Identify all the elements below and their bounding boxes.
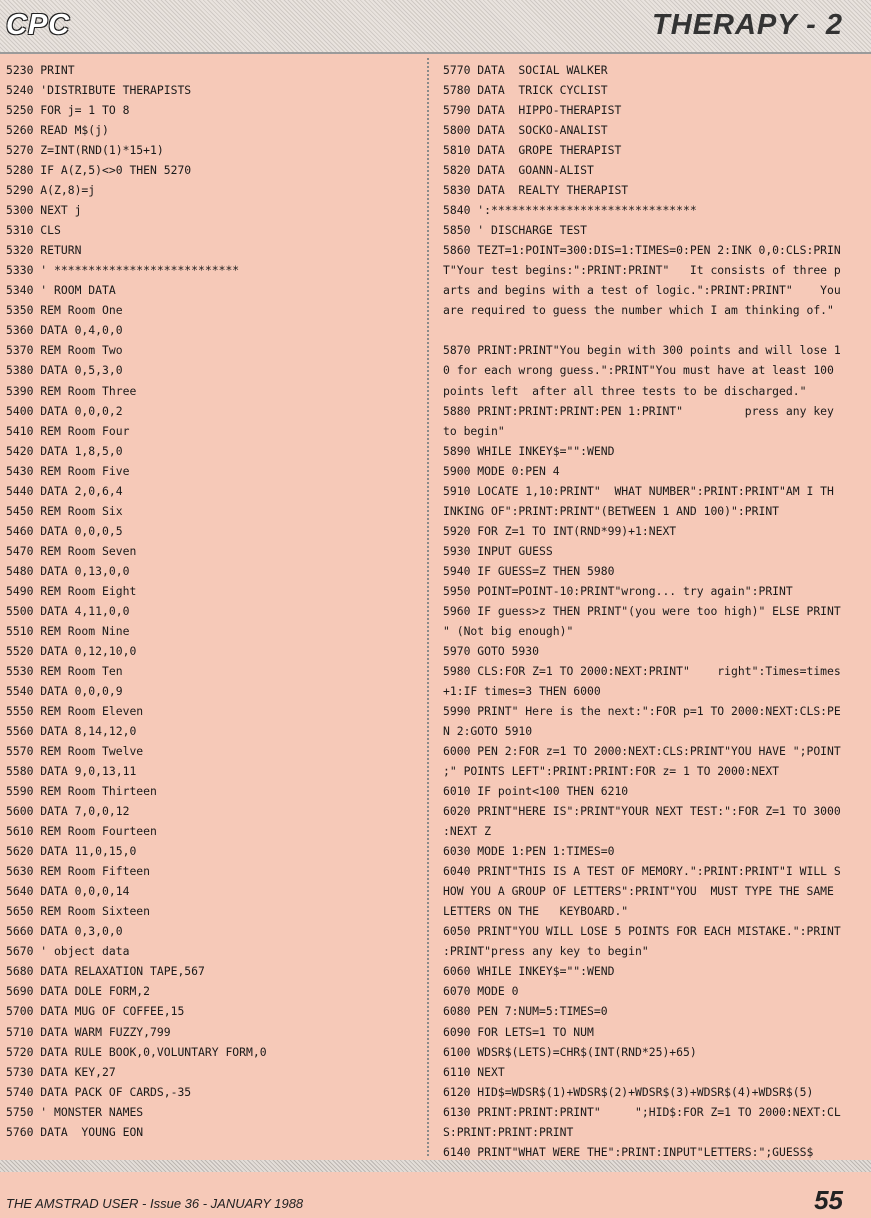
- code-line: 5720 DATA RULE BOOK,0,VOLUNTARY FORM,0: [6, 1044, 267, 1059]
- code-line: 5570 REM Room Twelve: [6, 744, 144, 759]
- code-line: 6090 FOR LETS=1 TO NUM: [443, 1024, 594, 1039]
- code-line: points left after all three tests to be discharged.": [443, 383, 807, 398]
- code-line: 6060 WHILE INKEY$="":WEND: [443, 964, 615, 979]
- code-line: 5700 DATA MUG OF COFFEE,15: [6, 1004, 185, 1019]
- code-line: 5340 ' ROOM DATA: [6, 283, 116, 298]
- code-line: T"Your test begins:":PRINT:PRINT" It consists of three p: [443, 263, 841, 278]
- code-line: 5430 REM Room Five: [6, 463, 130, 478]
- code-line: N 2:GOTO 5910: [443, 724, 533, 739]
- code-line: :PRINT"press any key to begin": [443, 944, 649, 959]
- code-line: 5440 DATA 2,0,6,4: [6, 483, 123, 498]
- code-line: 5690 DATA DOLE FORM,2: [6, 984, 151, 999]
- code-line: 5500 DATA 4,11,0,0: [6, 603, 130, 618]
- code-line: 5550 REM Room Eleven: [6, 704, 144, 718]
- code-line: are required to guess the number which I am thinking of.": [443, 303, 834, 318]
- code-line: 5640 DATA 0,0,0,14: [6, 884, 130, 899]
- code-line: 5930 INPUT GUESS: [443, 543, 553, 558]
- code-line: 5610 REM Room Fourteen: [6, 824, 157, 839]
- code-line: 5890 WHILE INKEY$="":WEND: [443, 443, 615, 458]
- code-line: 6040 PRINT"THIS IS A TEST OF MEMORY.":PRINT:PRINT"I WILL S: [443, 864, 841, 879]
- code-line: 6110 NEXT: [443, 1064, 505, 1079]
- code-line: 6030 MODE 1:PEN 1:TIMES=0: [443, 844, 615, 859]
- code-line: 6080 PEN 7:NUM=5:TIMES=0: [443, 1004, 608, 1019]
- code-line: 5490 REM Room Eight: [6, 583, 137, 598]
- page-number: 55: [814, 1185, 843, 1215]
- code-line: 6130 PRINT:PRINT:PRINT" ";HID$:FOR Z=1 TO 2000:NEXT:CL: [443, 1104, 841, 1119]
- publication-info: THE AMSTRAD USER - Issue 36 - JANUARY 1988: [6, 1196, 304, 1211]
- code-line: 5840 ':******************************: [443, 203, 697, 218]
- code-line: 5950 POINT=POINT-10:PRINT"wrong... try again":PRINT: [443, 583, 793, 598]
- code-line: HOW YOU A GROUP OF LETTERS":PRINT"YOU MUST TYPE THE SAME: [443, 884, 834, 899]
- code-line: 5940 IF GUESS=Z THEN 5980: [443, 563, 615, 578]
- code-line: 5400 DATA 0,0,0,2: [6, 403, 123, 418]
- code-line: 5780 DATA TRICK CYCLIST: [443, 83, 608, 98]
- code-line: 5880 PRINT:PRINT:PRINT:PEN 1:PRINT" press any key: [443, 403, 834, 418]
- code-line: 5270 Z=INT(RND(1)*15+1): [6, 143, 164, 158]
- code-line: 5620 DATA 11,0,15,0: [6, 844, 137, 859]
- code-line: 5360 DATA 0,4,0,0: [6, 323, 123, 338]
- code-line: 5850 ' DISCHARGE TEST: [443, 223, 588, 238]
- code-line: 5580 DATA 9,0,13,11: [6, 764, 137, 779]
- column-divider: [427, 58, 429, 1158]
- code-line: 5370 REM Room Two: [6, 343, 123, 358]
- code-line: 5450 REM Room Six: [6, 503, 123, 518]
- code-line: 5760 DATA YOUNG EON: [6, 1124, 144, 1139]
- code-line: 6050 PRINT"YOU WILL LOSE 5 POINTS FOR EACH MISTAKE.":PRINT: [443, 924, 841, 939]
- code-line: 5540 DATA 0,0,0,9: [6, 683, 123, 698]
- code-line: 5330 ' ***************************: [6, 263, 240, 278]
- code-line: 5820 DATA GOANN-ALIST: [443, 163, 594, 178]
- code-line: 5740 DATA PACK OF CARDS,-35: [6, 1084, 192, 1099]
- article-title: THERAPY - 2: [652, 9, 843, 41]
- code-line: 5590 REM Room Thirteen: [6, 784, 157, 799]
- footer-divider: [0, 1160, 871, 1172]
- code-line: 6100 WDSR$(LETS)=CHR$(INT(RND*25)+65): [443, 1044, 697, 1059]
- code-line: 5300 NEXT j: [6, 203, 82, 218]
- code-line: 5910 LOCATE 1,10:PRINT" WHAT NUMBER":PRINT:PRINT"AM I TH: [443, 483, 834, 498]
- code-line: 5510 REM Room Nine: [6, 623, 130, 638]
- code-line: 5240 'DISTRIBUTE THERAPISTS: [6, 83, 192, 98]
- code-line: 5250 FOR j= 1 TO 8: [6, 103, 130, 118]
- code-line: to begin": [443, 423, 505, 438]
- code-line: 5260 READ M$(j): [6, 123, 109, 138]
- code-listing-right-column: [443, 60, 863, 1162]
- code-line: 5390 REM Room Three: [6, 383, 137, 398]
- code-line: 5860 TEZT=1:POINT=300:DIS=1:TIMES=0:PEN 2:INK 0,0:CLS:PRIN: [443, 243, 841, 258]
- code-line: 5770 DATA SOCIAL WALKER: [443, 63, 608, 77]
- code-line: +1:IF times=3 THEN 6000: [443, 683, 601, 698]
- code-line: 5660 DATA 0,3,0,0: [6, 924, 123, 939]
- code-line: S:PRINT:PRINT:PRINT: [443, 1124, 574, 1139]
- code-line: 5480 DATA 0,13,0,0: [6, 563, 130, 578]
- code-line: 6000 PEN 2:FOR z=1 TO 2000:NEXT:CLS:PRINT"YOU HAVE ";POINT: [443, 744, 841, 759]
- code-line: 6120 HID$=WDSR$(1)+WDSR$(2)+WDSR$(3)+WDSR$(4)+WDSR$(5): [443, 1084, 814, 1099]
- code-line: 5380 DATA 0,5,3,0: [6, 363, 123, 378]
- code-line: 5230 PRINT: [6, 63, 75, 77]
- code-line: 5680 DATA RELAXATION TAPE,567: [6, 964, 205, 979]
- code-line: 5290 A(Z,8)=j: [6, 183, 96, 198]
- code-line: 5530 REM Room Ten: [6, 663, 123, 678]
- section-label: CPC: [6, 9, 71, 41]
- code-line: 5350 REM Room One: [6, 303, 123, 318]
- code-line: 5650 REM Room Sixteen: [6, 904, 151, 919]
- code-line: 5470 REM Room Seven: [6, 543, 137, 558]
- code-line: 5710 DATA WARM FUZZY,799: [6, 1024, 171, 1039]
- code-line: " (Not big enough)": [443, 623, 574, 638]
- code-line: arts and begins with a test of logic.":PRINT:PRINT" You: [443, 283, 841, 298]
- code-line: 5900 MODE 0:PEN 4: [443, 463, 560, 478]
- code-line: :NEXT Z: [443, 824, 492, 839]
- code-line: 6140 PRINT"WHAT WERE THE":PRINT:INPUT"LETTERS:";GUESS$: [443, 1144, 814, 1159]
- code-line: 5970 GOTO 5930: [443, 643, 540, 658]
- code-line: [443, 320, 863, 340]
- code-line: 5630 REM Room Fifteen: [6, 864, 151, 879]
- code-line: 5600 DATA 7,0,0,12: [6, 804, 130, 819]
- code-line: 5870 PRINT:PRINT"You begin with 300 points and will lose 1: [443, 343, 841, 358]
- code-line: 6020 PRINT"HERE IS":PRINT"YOUR NEXT TEST:":FOR Z=1 TO 3000: [443, 804, 841, 819]
- code-line: ;" POINTS LEFT":PRINT:PRINT:FOR z= 1 TO 2000:NEXT: [443, 764, 780, 779]
- code-line: 5830 DATA REALTY THERAPIST: [443, 183, 629, 198]
- code-line: 5920 FOR Z=1 TO INT(RND*99)+1:NEXT: [443, 523, 677, 538]
- code-line: 5410 REM Room Four: [6, 423, 130, 438]
- code-line: 5750 ' MONSTER NAMES: [6, 1104, 144, 1119]
- code-line: 5800 DATA SOCKO-ANALIST: [443, 123, 608, 138]
- code-line: 6010 IF point<100 THEN 6210: [443, 784, 629, 799]
- code-line: 0 for each wrong guess.":PRINT"You must have at least 100: [443, 363, 834, 378]
- code-line: 5670 ' object data: [6, 944, 130, 959]
- code-line: 5420 DATA 1,8,5,0: [6, 443, 123, 458]
- code-listing-left-column: [6, 60, 406, 1142]
- code-line: 5560 DATA 8,14,12,0: [6, 724, 137, 739]
- code-line: 5810 DATA GROPE THERAPIST: [443, 143, 622, 158]
- code-line: 5960 IF guess>z THEN PRINT"(you were too high)" ELSE PRINT: [443, 603, 841, 618]
- code-line: INKING OF":PRINT:PRINT"(BETWEEN 1 AND 100)":PRINT: [443, 503, 780, 518]
- page-header: [0, 0, 871, 54]
- code-line: 5980 CLS:FOR Z=1 TO 2000:NEXT:PRINT" right":Times=times: [443, 663, 841, 678]
- code-line: LETTERS ON THE KEYBOARD.": [443, 904, 629, 919]
- code-line: 5320 RETURN: [6, 243, 82, 258]
- code-line: 5310 CLS: [6, 223, 61, 238]
- code-line: 6070 MODE 0: [443, 984, 519, 999]
- code-line: 5280 IF A(Z,5)<>0 THEN 5270: [6, 163, 192, 178]
- code-line: 5790 DATA HIPPO-THERAPIST: [443, 103, 622, 118]
- code-line: 5520 DATA 0,12,10,0: [6, 643, 137, 658]
- code-line: 5730 DATA KEY,27: [6, 1064, 116, 1079]
- code-line: 5990 PRINT" Here is the next:":FOR p=1 TO 2000:NEXT:CLS:PE: [443, 704, 841, 718]
- code-line: 5460 DATA 0,0,0,5: [6, 523, 123, 538]
